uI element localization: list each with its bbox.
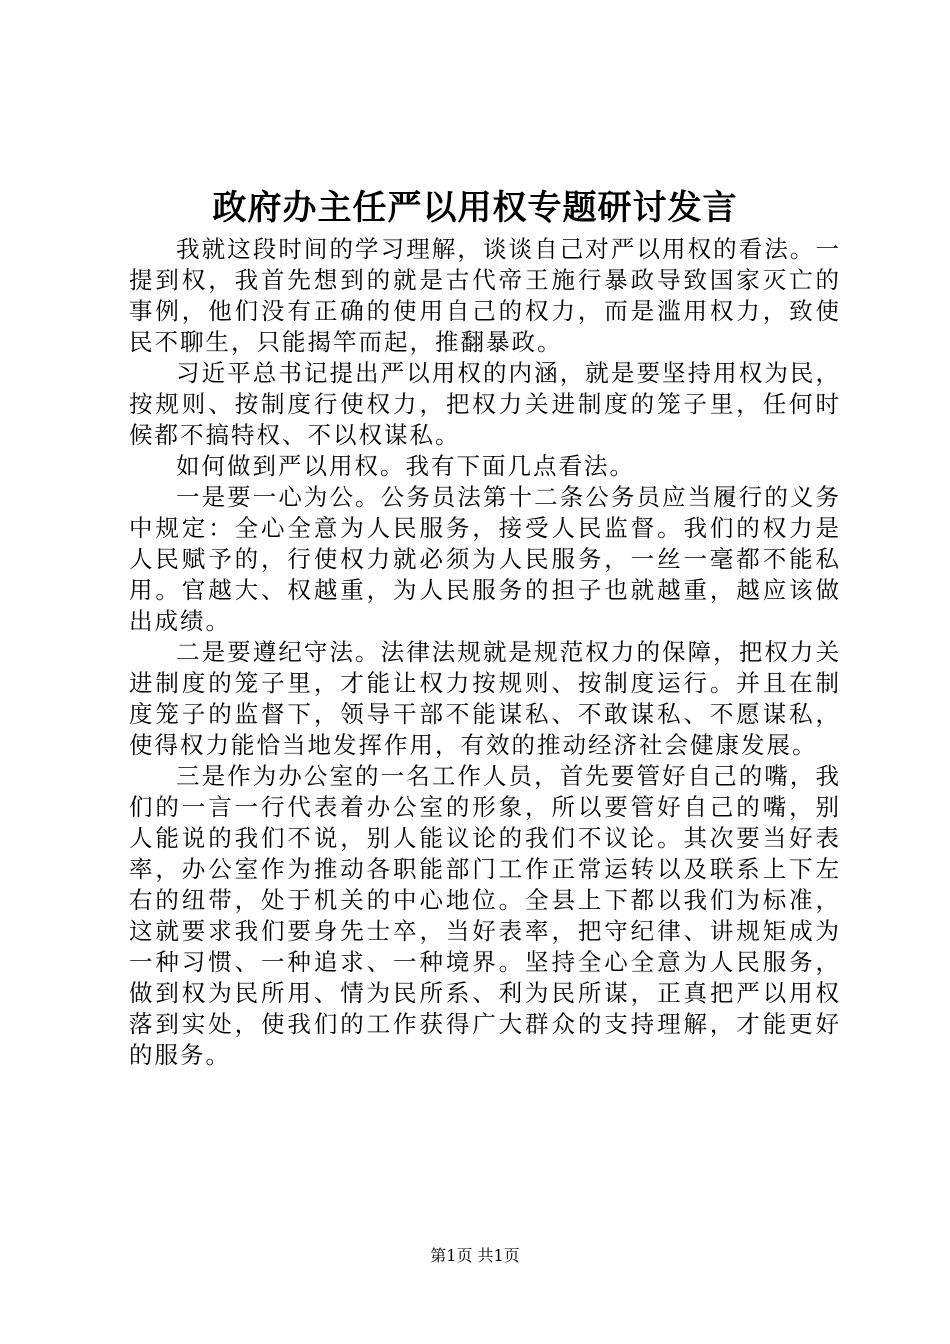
page-footer: 第1页 共1页 [430, 1246, 520, 1265]
paragraph-4: 一是要一心为公。公务员法第十二条公务员应当履行的义务中规定：全心全意为人民服务，接受人民监督。我们的权力是人民赋予的，行使权力就必须为人民服务，一丝一毫都不能私用。官越大、权越重，为人民服务的担子也就越重，越应该做出成绩。 [129, 483, 841, 635]
paragraph-2: 习近平总书记提出严以用权的内涵，就是要坚持用权为民，按规则、按制度行使权力，把权力关进制度的笼子里，任何时候都不搞特权、不以权谋私。 [129, 359, 841, 449]
paragraph-6: 三是作为办公室的一名工作人员，首先要管好自己的嘴，我们的一言一行代表着办公室的形象，所以要管好自己的嘴，别人能说的我们不说，别人能议论的我们不议论。其次要当好表率，办公室作为推动各职能部门工作正常运转以及联系上下左右的纽带，处于机关的中心地位。全县上下都以我们为标准，这就要求我们要身先士卒，当好表率，把守纪律、讲规矩成为一种习惯、一种追求、一种境界。坚持全心全意为人民服务，做到权为民所用、情为民所系、利为民所谋，正真把严以用权落到实处，使我们的工作获得广大群众的支持理解，才能更好的服务。 [129, 762, 841, 1069]
document-title: 政府办主任严以用权专题研讨发言 [212, 188, 738, 228]
document-body [129, 234, 841, 1071]
paragraph-3: 如何做到严以用权。我有下面几点看法。 [176, 452, 635, 480]
paragraph-5: 二是要遵纪守法。法律法规就是规范权力的保障，把权力关进制度的笼子里，才能让权力按规则、按制度运行。并且在制度笼子的监督下，领导干部不能谋私、不敢谋私、不愿谋私，使得权力能恰当地发挥作用，有效的推动经济社会健康发展。 [129, 638, 841, 759]
paragraph-1: 我就这段时间的学习理解，谈谈自己对严以用权的看法。一提到权，我首先想到的就是古代帝王施行暴政导致国家灭亡的事例，他们没有正确的使用自己的权力，而是滥用权力，致使民不聊生，只能揭竿而起，推翻暴政。 [129, 235, 841, 356]
